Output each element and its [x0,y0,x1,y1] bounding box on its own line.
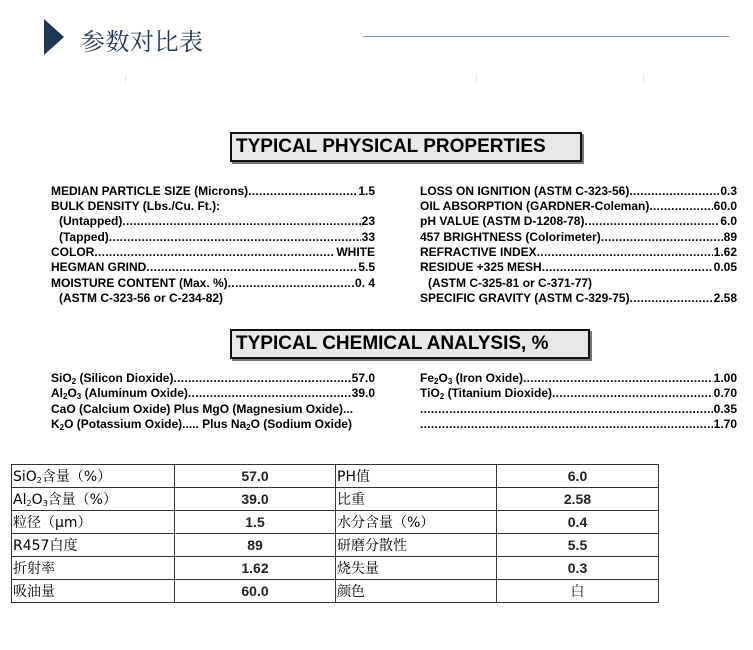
chemical-label: $Fe_2O_3$ (Iron Oxide) [420,371,523,386]
physical-value: 23 [361,214,375,228]
physical-row [51,245,375,260]
chemical-section-title: TYPICAL CHEMICAL ANALYSIS, % [230,329,590,359]
param-name: 折射率 [12,557,175,580]
param-value: 5.5 [497,534,659,557]
physical-row [420,214,737,229]
physical-row [420,184,737,199]
param-value: 89 [175,534,336,557]
physical-label: BULK DENSITY (Lbs./Cu. Ft.): [51,199,221,213]
physical-value: 0. 4 [354,276,375,290]
param-name: PH值 [336,465,497,488]
param-value: 白 [497,580,659,603]
physical-value: 0.05 [713,260,737,274]
table-row [12,465,659,488]
table-row [12,511,659,534]
param-value: 1.62 [175,557,336,580]
chemical-label: TiO$_2$ (Titanium Dioxide) [420,386,553,401]
physical-value: 0.3 [720,184,737,198]
physical-label: (Tapped) [59,230,109,244]
physical-label: OIL ABSORPTION (GARDNER-Coleman) [420,199,650,213]
physical-row [59,214,375,229]
physical-value: 60.0 [713,199,737,213]
param-value: 0.4 [497,511,659,534]
chemical-label: SiO$_2$ (Silicon Dioxide) [51,371,174,386]
chemical-label: $Al_2O_3$ (Aluminum Oxide) [51,386,188,401]
physical-value: 89 [723,230,737,244]
chemical-row [420,386,737,401]
param-value: 1.5 [175,511,336,534]
param-value: 2.58 [497,488,659,511]
physical-label: LOSS ON IGNITION (ASTM C-323-56) [420,184,630,198]
physical-row [420,291,737,306]
physical-row [420,245,737,260]
divider-tick [476,76,477,82]
physical-row [51,184,375,199]
physical-label: COLOR [51,245,95,259]
page-title: 参数对比表 [81,28,204,56]
physical-label: HEGMAN GRIND [51,260,147,274]
param-name: 颜色 [336,580,497,603]
chemical-value: 57.0 [351,371,375,385]
param-name: 吸油量 [12,580,175,603]
param-name: 水分含量（%） [336,511,497,534]
physical-value: 6.0 [720,214,737,228]
table-row [12,534,659,557]
param-value: 60.0 [175,580,336,603]
physical-row [51,260,375,275]
physical-label: MOISTURE CONTENT (Max. %) [51,276,228,290]
chemical-value: 39.0 [351,386,375,400]
param-name: 比重 [336,488,497,511]
table-row [12,557,659,580]
param-table [11,464,659,603]
table-row [12,488,659,511]
table-row [12,580,659,603]
physical-label: REFRACTIVE INDEX [420,245,537,259]
physical-section-title: TYPICAL PHYSICAL PROPERTIES [230,132,582,162]
physical-label: SPECIFIC GRAVITY (ASTM C-329-75) [420,291,630,305]
chemical-row [420,371,737,386]
physical-row [59,230,375,245]
physical-value: 33 [361,230,375,244]
param-name: $Al_2O_3$含量（%） [12,488,175,511]
chemical-value: 0.35 [713,402,737,416]
physical-row [51,276,375,291]
param-value: 57.0 [175,465,336,488]
chemical-row [420,417,737,432]
param-name: R457白度 [12,534,175,557]
physical-label: MEDIAN PARTICLE SIZE (Microns) [51,184,249,198]
physical-row [420,260,737,275]
param-value: 39.0 [175,488,336,511]
physical-value: WHITE [336,245,375,259]
chemical-label: CaO (Calcium Oxide) Plus MgO (Magnesium Oxide)... [51,402,354,416]
physical-label: (ASTM C-323-56 or C-234-82) [59,291,224,305]
physical-row [420,230,737,245]
header-divider [363,36,729,37]
physical-label: pH VALUE (ASTM D-1208-78) [420,214,585,228]
chemical-row [51,371,375,386]
chemical-row [420,402,737,417]
param-name: 烧失量 [336,557,497,580]
physical-label: RESIDUE +325 MESH [420,260,542,274]
physical-label: 457 BRIGHTNESS (Colorimeter) [420,230,601,244]
physical-row [420,199,737,214]
param-name: SiO$_2$含量（%） [12,465,175,488]
header-arrow-icon [44,19,64,55]
chemical-value: 1.70 [713,417,737,431]
param-name: 粒径（μm） [12,511,175,534]
divider-tick [125,76,126,82]
physical-label: (ASTM C-325-81 or C-371-77) [428,276,593,290]
param-value: 6.0 [497,465,659,488]
physical-value: 1.5 [358,184,375,198]
physical-value: 2.58 [713,291,737,305]
physical-value: 1.62 [713,245,737,259]
divider-tick [643,76,644,82]
chemical-row [51,386,375,401]
physical-label: (Untapped) [59,214,123,228]
param-name: 研磨分散性 [336,534,497,557]
chemical-value: 0.70 [713,386,737,400]
param-value: 0.3 [497,557,659,580]
physical-value: 5.5 [358,260,375,274]
chemical-label: $K_2O$ (Potassium Oxide)..... Plus $Na_2O$ (Sodium Oxide) [51,417,352,432]
chemical-value: 1.00 [713,371,737,385]
